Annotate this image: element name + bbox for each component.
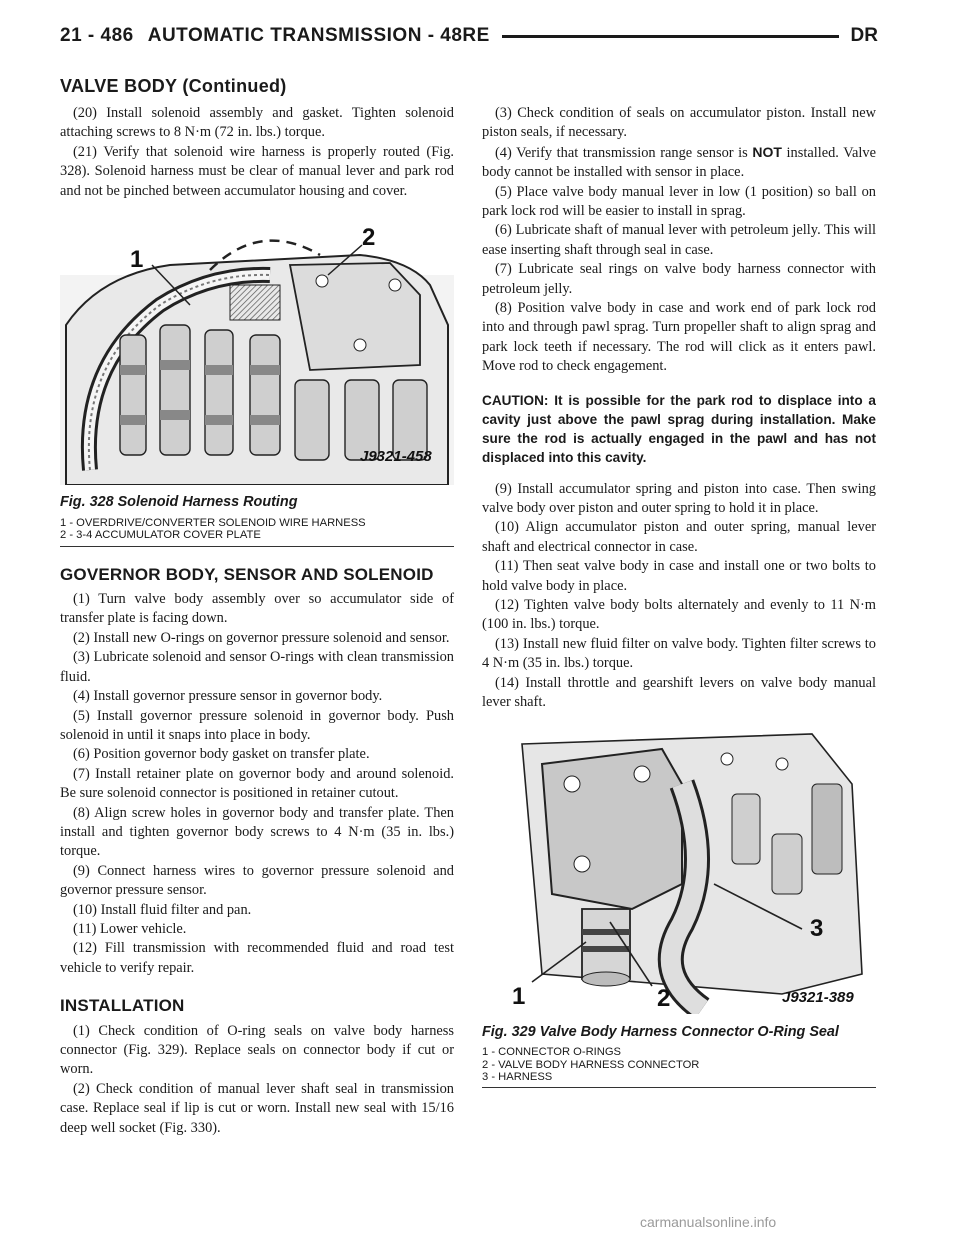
step-paragraph: (5) Install governor pressure solenoid in governor body. Push solenoid in until it snaps into place in body. [60, 707, 454, 743]
step-paragraph [482, 143, 876, 183]
figure-caption: Fig. 328 Solenoid Harness Routing [60, 494, 298, 511]
step4-text-start: (4) Verify that transmission range sensor is [495, 144, 753, 161]
callout-2: 2 [362, 224, 376, 252]
step-paragraph: (13) Install new fluid filter on valve body. Tighten filter screws to 4 N·m (35 in. lbs.) torque. [482, 635, 876, 672]
solenoid-harness-illustration [60, 215, 454, 485]
step-paragraph: (3) Lubricate solenoid and sensor O-rings with clean transmission fluid. [60, 649, 454, 685]
right-column [482, 104, 876, 1088]
section-title: AUTOMATIC TRANSMISSION - 48RE [147, 25, 490, 46]
emphasis-not: NOT [752, 143, 782, 160]
step-paragraph: (1) Check condition of O-ring seals on valve body harness connector (Fig. 329). Replace seals on connector body if cut or worn. [60, 1022, 454, 1078]
step-paragraph: (7) Install retainer plate on governor body and around solenoid. Be sure solenoid connector is positioned in retainer cutout. [60, 765, 454, 802]
image-code: J9321-389 [782, 989, 854, 1007]
step-paragraph: (1) Turn valve body assembly over so accumulator side of transfer plate is facing down. [60, 591, 454, 627]
figure-rule [482, 1087, 876, 1088]
page-header [60, 22, 878, 50]
step-paragraph: (11) Then seat valve body in case and install one or two bolts to hold valve body in place. [482, 558, 876, 594]
page-number: 21 - 486 [60, 25, 134, 46]
step-paragraph: (20) Install solenoid assembly and gasket. Tighten solenoid attaching screws to 8 N·m (72 in. lbs.) torque. [60, 105, 454, 141]
step4-text-end: installed. Valve body cannot be installed with sensor in place. [482, 144, 877, 181]
step-paragraph: (6) Position governor body gasket on transfer plate. [73, 746, 370, 763]
step-paragraph: (14) Install throttle and gearshift levers on valve body manual lever shaft. [482, 674, 876, 710]
step-paragraph: (2) Check condition of manual lever shaft seal in transmission case. Replace seal if lip is cut or worn. Install new seal with 15/16 deep well socket (Fig. 330). [60, 1080, 454, 1136]
legend-item: 2 - 3-4 ACCUMULATOR COVER PLATE [60, 529, 261, 542]
step-paragraph: (5) Place valve body manual lever in low (1 position) so ball on park lock rod will be easier to install in sprag. [482, 183, 876, 220]
step-paragraph: (12) Fill transmission with recommended fluid and road test vehicle to verify repair. [60, 940, 454, 976]
header-rule [502, 35, 839, 38]
step-paragraph: (8) Position valve body in case and work end of park lock rod into and through pawl sprag. Turn propeller shaft to align sprag and park lock teeth if necessary. The rod will click as it enters pawl. Move rod to check engagement. [482, 300, 876, 375]
figure-legend [60, 517, 454, 542]
installation-heading: INSTALLATION [60, 996, 185, 1016]
figure-rule [60, 546, 454, 547]
legend-item: 2 - VALVE BODY HARNESS CONNECTOR [482, 1058, 700, 1071]
connector-oring-illustration [482, 724, 876, 1014]
legend-item: 3 - HARNESS [482, 1071, 553, 1083]
caution-note: CAUTION: It is possible for the park rod to displace into a cavity just above the pawl sprag during installation. Make sure the rod is actually engaged in the pawl and has not displaced into this cavity. [482, 392, 876, 466]
step-paragraph: (12) Tighten valve body bolts alternately and evenly to 11 N·m (100 in. lbs.) torque. [482, 596, 876, 633]
legend-item: 1 - OVERDRIVE/CONVERTER SOLENOID WIRE HARNESS [60, 516, 366, 529]
callout-2: 2 [657, 985, 671, 1013]
watermark-link[interactable]: carmanualsonline.info [640, 1214, 777, 1230]
model-code: DR [850, 25, 878, 46]
figure-328 [60, 215, 454, 547]
callout-3: 3 [810, 915, 824, 943]
step-paragraph: (4) Install governor pressure sensor in governor body. [73, 688, 383, 705]
step-paragraph: (21) Verify that solenoid wire harness is properly routed (Fig. 328). Solenoid harness must be clear of manual lever and park rod and not be pinched between accumulator housing and cover. [60, 143, 454, 199]
step-paragraph: (11) Lower vehicle. [73, 920, 187, 937]
image-code: J9321-458 [360, 448, 432, 466]
step-paragraph: (2) Install new O-rings on governor pressure solenoid and sensor. [73, 629, 450, 646]
callout-1: 1 [512, 983, 526, 1011]
figure-329 [482, 724, 876, 1088]
figure-legend [482, 1046, 876, 1083]
step-paragraph: (6) Lubricate shaft of manual lever with petroleum jelly. This will ease inserting shaft through seal in case. [482, 222, 876, 258]
governor-heading: GOVERNOR BODY, SENSOR AND SOLENOID [60, 564, 434, 584]
step-paragraph: (10) Install fluid filter and pan. [73, 901, 252, 918]
step-paragraph: (9) Connect harness wires to governor pressure solenoid and governor pressure sensor. [60, 862, 454, 899]
callout-1: 1 [130, 246, 144, 274]
step-paragraph: (10) Align accumulator piston and outer spring, manual lever shaft and electrical connector in case. [482, 519, 876, 555]
step-paragraph: (8) Align screw holes in governor body and transfer plate. Then install and tighten governor body screws to 4 N·m (35 in. lbs.) torque. [60, 804, 454, 860]
legend-item: 1 - CONNECTOR O-RINGS [482, 1046, 622, 1059]
continued-heading: VALVE BODY (Continued) [60, 76, 287, 96]
figure-caption: Fig. 329 Valve Body Harness Connector O-Ring Seal [482, 1023, 839, 1040]
step-paragraph: (9) Install accumulator spring and piston into case. Then swing valve body over piston and outer spring to hold it in place. [482, 480, 876, 516]
step-paragraph: (7) Lubricate seal rings on valve body harness connector with petroleum jelly. [482, 261, 876, 297]
step-paragraph: (3) Check condition of seals on accumulator piston. Install new piston seals, if necessary. [482, 105, 876, 141]
left-column [60, 104, 454, 1138]
